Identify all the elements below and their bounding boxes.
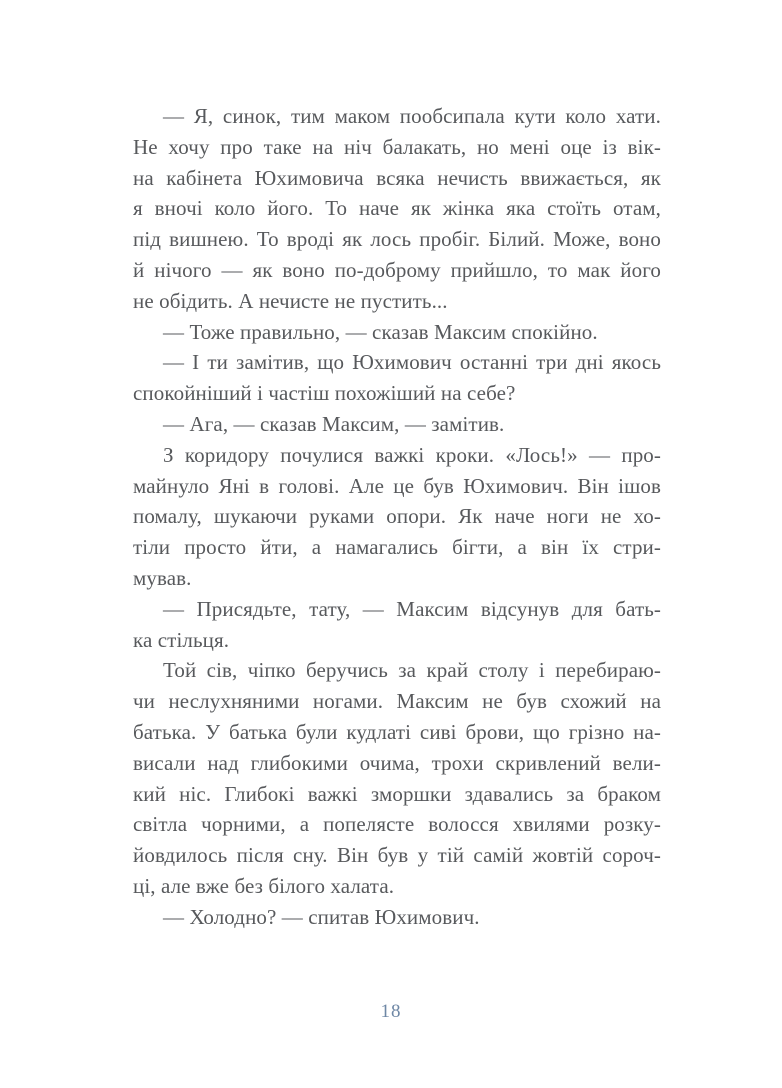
text-line: кий ніс. Глибокі важкі зморшки здавались за браком [133,781,661,806]
text-line: спокойніший і частіш похожіший на себе? [133,381,516,406]
paragraph [133,902,661,933]
text-line: ка стільця. [133,627,230,652]
text-line: — І ти замітив, що Юхимович останні три дні якось [163,350,661,375]
text-block [133,101,661,933]
text-line: — Присядьте, тату, — Максим відсунув для бать- [163,596,661,621]
text-line: батька. У батька були кудлаті сиві брови, що грізно на- [133,719,661,744]
text-line: — Холодно? — спитав Юхимович. [163,904,480,929]
text-line: ці, але вже без білого халата. [133,873,395,898]
text-line: на кабінета Юхимовича всяка нечисть ввижається, як [133,165,661,190]
paragraph [133,440,661,594]
text-line: — Тоже правильно, — сказав Максим спокійно. [163,319,598,344]
text-line: йовдилось після сну. Він був у тій самій жовтій сороч- [133,843,661,868]
text-line: висали над глибокими очима, трохи скривлений вели- [133,750,661,775]
text-line: світла чорними, а попелясте волосся хвилями розку- [133,812,661,837]
text-line: під вишнею. То вроді як лось пробіг. Білий. Може, воно [133,227,661,252]
page-number: 18 [380,1001,402,1022]
text-line: й нічого — як воно по-доброму прийшло, то мак його [133,257,661,282]
paragraph [133,317,661,348]
text-line: не обідить. А нечисте не пустить... [133,288,448,313]
paragraph [133,655,661,901]
text-line: — Ага, — сказав Максим, — замітив. [163,411,505,436]
text-line: — Я, синок, тим маком пообсипала кути коло хати. [163,104,661,128]
text-line: З коридору почулися важкі кроки. «Лось!» — про- [163,442,661,467]
text-line: я вночі коло його. То наче як жінка яка стоїть отам, [133,196,661,221]
text-line: Той сів, чіпко беручись за край столу і перебираю- [163,658,661,683]
paragraph [133,101,661,317]
text-line: майнуло Яні в голові. Але це був Юхимович. Він ішов [133,473,661,498]
text-line: мував. [133,565,192,590]
text-line: чи неслухняними ногами. Максим не був схожий на [133,689,661,714]
paragraph [133,347,661,409]
text-line: Не хочу про таке на ніч балакать, но мені оце із вік- [133,134,661,159]
text-line: тіли просто йти, а намагались бігти, а він їх стри- [133,535,661,560]
paragraph [133,409,661,440]
paragraph [133,594,661,656]
text-line: помалу, шукаючи руками опори. Як наче ноги не хо- [133,504,661,529]
